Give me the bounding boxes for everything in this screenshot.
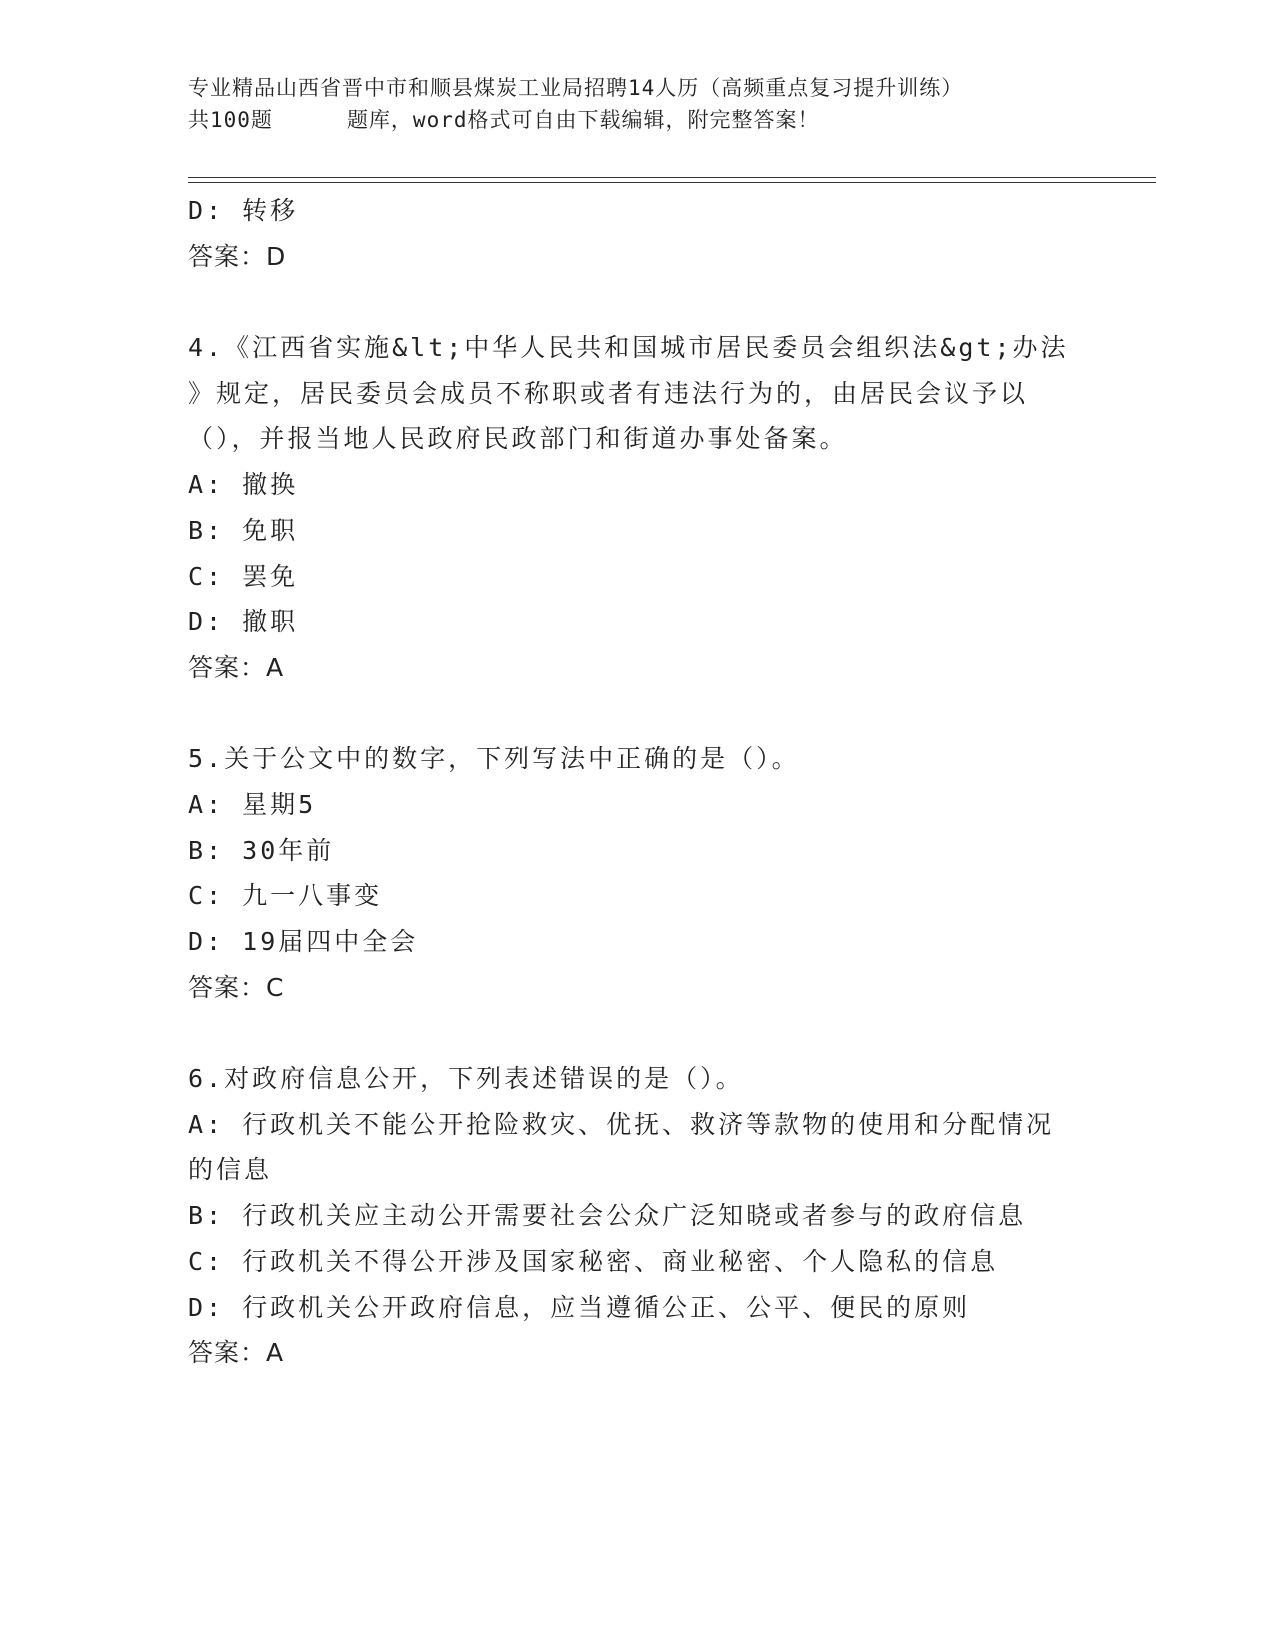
- header-title-line: 专业精品山西省晋中市和顺县煤炭工业局招聘14人历（高频重点复习提升训练）: [188, 76, 964, 100]
- answer-line: 答案：A: [188, 652, 285, 682]
- spacer: [188, 1010, 1088, 1056]
- question-list: [188, 188, 1088, 1376]
- option-c: C: 九一八事变: [188, 881, 383, 911]
- header-subtitle-line: [188, 104, 1088, 136]
- header-question-count: 共100题: [188, 108, 273, 132]
- spacer: [188, 279, 1088, 325]
- header-divider-bottom: [188, 182, 1156, 183]
- option-c: C: 罢免: [188, 561, 299, 591]
- question-stem-line: （），并报当地人民政府民政部门和街道办事处备案。: [188, 424, 848, 454]
- question-3-tail: [188, 188, 1088, 279]
- question-4: [188, 325, 1088, 691]
- option-b: B: 行政机关应主动公开需要社会公众广泛知晓或者参与的政府信息: [188, 1201, 1027, 1231]
- option-c: C: 行政机关不得公开涉及国家秘密、商业秘密、个人隐私的信息: [188, 1246, 999, 1276]
- question-stem-line: 6.对政府信息公开，下列表述错误的是（）。: [188, 1064, 744, 1094]
- question-stem-line: 5.关于公文中的数字，下列写法中正确的是（）。: [188, 744, 800, 774]
- question-5: [188, 736, 1088, 1010]
- option-d: D: 行政机关公开政府信息，应当遵循公正、公平、便民的原则: [188, 1292, 971, 1322]
- answer-line: 答案：C: [188, 972, 285, 1002]
- spacer: [188, 691, 1088, 737]
- question-stem-line: 4.《江西省实施&lt;中华人民共和国城市居民委员会组织法&gt;办法: [188, 333, 1069, 363]
- option-a: A: 行政机关不能公开抢险救灾、优抚、救济等款物的使用和分配情况: [188, 1109, 1055, 1139]
- question-stem-line: 》规定，居民委员会成员不称职或者有违法行为的，由居民会议予以: [188, 378, 1029, 408]
- option-b: B: 免职: [188, 515, 299, 545]
- option-d: D: 撤职: [188, 607, 299, 637]
- question-6: [188, 1056, 1088, 1376]
- option-d: D: 19届四中全会: [188, 927, 419, 956]
- answer-line: 答案：A: [188, 1338, 285, 1368]
- option-a: A: 撤换: [188, 470, 299, 500]
- option-d: D: 转移: [188, 196, 299, 225]
- header-divider-top: [188, 177, 1156, 178]
- answer-line: 答案：D: [188, 241, 287, 271]
- header-description: 题库，word格式可自由下载编辑，附完整答案！: [346, 108, 820, 132]
- option-a-continued: 的信息: [188, 1155, 273, 1185]
- option-b: B: 30年前: [188, 835, 335, 865]
- page-header: [188, 72, 1088, 136]
- option-a: A: 星期5: [188, 789, 317, 819]
